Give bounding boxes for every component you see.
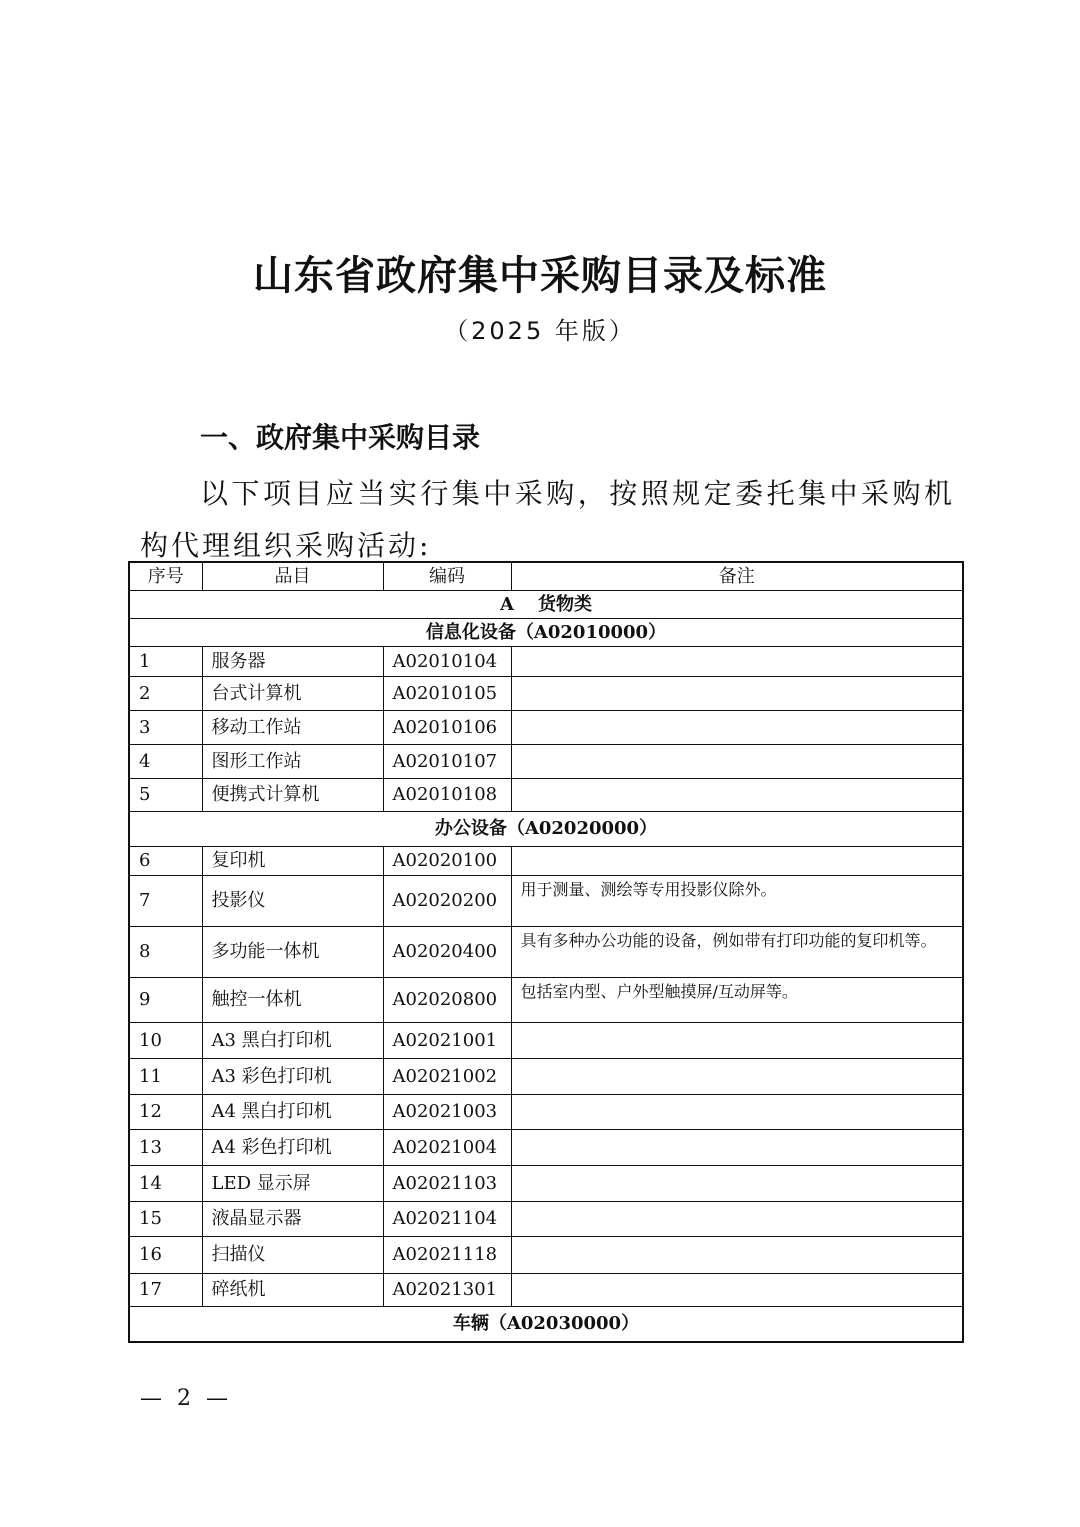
- group-title: 车辆（A02030000）: [129, 1307, 963, 1343]
- table-row: [129, 711, 963, 745]
- table-row: [129, 1023, 963, 1059]
- note-cell: [511, 847, 963, 876]
- table-row: [129, 927, 963, 978]
- item-cell: A3 黑白打印机: [202, 1023, 383, 1059]
- code-cell: A02021004: [383, 1130, 511, 1166]
- category-name: 货物类: [537, 593, 592, 615]
- note-cell: [511, 1166, 963, 1202]
- note-cell: [511, 1023, 963, 1059]
- group-header-row: [129, 812, 963, 847]
- code-cell: A02010105: [383, 677, 511, 711]
- table-row: [129, 745, 963, 779]
- item-cell: 图形工作站: [202, 745, 383, 779]
- table-row: [129, 1237, 963, 1274]
- seq-cell: 17: [129, 1274, 202, 1307]
- seq-cell: 13: [129, 1130, 202, 1166]
- code-cell: A02010106: [383, 711, 511, 745]
- seq-cell: 10: [129, 1023, 202, 1059]
- page-number: — 2 —: [140, 1386, 232, 1411]
- document-subtitle: （2025 年版）: [444, 317, 636, 345]
- table-row: [129, 978, 963, 1023]
- item-cell: 碎纸机: [202, 1274, 383, 1307]
- table-row: [129, 1166, 963, 1202]
- code-cell: A02010104: [383, 647, 511, 677]
- seq-cell: 11: [129, 1059, 202, 1095]
- note-cell: [511, 1237, 963, 1274]
- section-heading: 一、政府集中采购目录: [200, 421, 481, 454]
- note-cell: [511, 1202, 963, 1237]
- header-code: 编码: [383, 562, 511, 591]
- table-row: [129, 1059, 963, 1095]
- code-cell: A02021118: [383, 1237, 511, 1274]
- item-cell: 液晶显示器: [202, 1202, 383, 1237]
- note-cell: [511, 779, 963, 812]
- item-cell: 投影仪: [202, 876, 383, 927]
- seq-cell: 7: [129, 876, 202, 927]
- table-row: [129, 1274, 963, 1307]
- table-row: [129, 779, 963, 812]
- seq-cell: 5: [129, 779, 202, 812]
- code-cell: A02010107: [383, 745, 511, 779]
- item-cell: LED 显示屏: [202, 1166, 383, 1202]
- note-cell: [511, 677, 963, 711]
- code-cell: A02020200: [383, 876, 511, 927]
- group-title: 信息化设备（A02010000）: [129, 619, 963, 647]
- code-cell: A02021001: [383, 1023, 511, 1059]
- note-cell: 包括室内型、户外型触摸屏/互动屏等。: [511, 978, 963, 1023]
- header-item: 品目: [202, 562, 383, 591]
- category-letter: A: [500, 593, 514, 615]
- table-row: [129, 876, 963, 927]
- table-row: [129, 647, 963, 677]
- table-row: [129, 677, 963, 711]
- item-cell: 多功能一体机: [202, 927, 383, 978]
- seq-cell: 4: [129, 745, 202, 779]
- procurement-catalog-table: [128, 561, 964, 1343]
- seq-cell: 6: [129, 847, 202, 876]
- item-cell: 复印机: [202, 847, 383, 876]
- item-cell: 服务器: [202, 647, 383, 677]
- seq-cell: 16: [129, 1237, 202, 1274]
- item-cell: A3 彩色打印机: [202, 1059, 383, 1095]
- code-cell: A02021103: [383, 1166, 511, 1202]
- table-row: [129, 847, 963, 876]
- table-body: [129, 591, 963, 1343]
- group-header-row: [129, 619, 963, 647]
- seq-cell: 1: [129, 647, 202, 677]
- code-cell: A02020400: [383, 927, 511, 978]
- item-cell: A4 彩色打印机: [202, 1130, 383, 1166]
- category-cell: [129, 591, 963, 619]
- table-row: [129, 1095, 963, 1130]
- seq-cell: 2: [129, 677, 202, 711]
- note-cell: [511, 1130, 963, 1166]
- group-title: 办公设备（A02020000）: [129, 812, 963, 847]
- note-cell: [511, 1059, 963, 1095]
- seq-cell: 3: [129, 711, 202, 745]
- note-cell: [511, 647, 963, 677]
- item-cell: A4 黑白打印机: [202, 1095, 383, 1130]
- item-cell: 触控一体机: [202, 978, 383, 1023]
- note-cell: [511, 1274, 963, 1307]
- category-row: [129, 591, 963, 619]
- note-cell: [511, 745, 963, 779]
- seq-cell: 12: [129, 1095, 202, 1130]
- table-header-row: [129, 562, 963, 591]
- code-cell: A02020800: [383, 978, 511, 1023]
- item-cell: 移动工作站: [202, 711, 383, 745]
- header-seq: 序号: [129, 562, 202, 591]
- note-cell: [511, 711, 963, 745]
- note-cell: 具有多种办公功能的设备，例如带有打印功能的复印机等。: [511, 927, 963, 978]
- code-cell: A02021301: [383, 1274, 511, 1307]
- code-cell: A02021104: [383, 1202, 511, 1237]
- table-row: [129, 1202, 963, 1237]
- note-cell: [511, 1095, 963, 1130]
- group-header-row: [129, 1307, 963, 1343]
- seq-cell: 8: [129, 927, 202, 978]
- header-note: 备注: [511, 562, 963, 591]
- code-cell: A02021002: [383, 1059, 511, 1095]
- table-row: [129, 1130, 963, 1166]
- seq-cell: 15: [129, 1202, 202, 1237]
- item-cell: 扫描仪: [202, 1237, 383, 1274]
- code-cell: A02010108: [383, 779, 511, 812]
- note-cell: 用于测量、测绘等专用投影仪除外。: [511, 876, 963, 927]
- code-cell: A02020100: [383, 847, 511, 876]
- seq-cell: 14: [129, 1166, 202, 1202]
- code-cell: A02021003: [383, 1095, 511, 1130]
- seq-cell: 9: [129, 978, 202, 1023]
- item-cell: 台式计算机: [202, 677, 383, 711]
- intro-paragraph: 以下项目应当实行集中采购，按照规定委托集中采购机构代理组织采购活动:: [140, 477, 955, 562]
- item-cell: 便携式计算机: [202, 779, 383, 812]
- document-title: 山东省政府集中采购目录及标准: [253, 253, 827, 299]
